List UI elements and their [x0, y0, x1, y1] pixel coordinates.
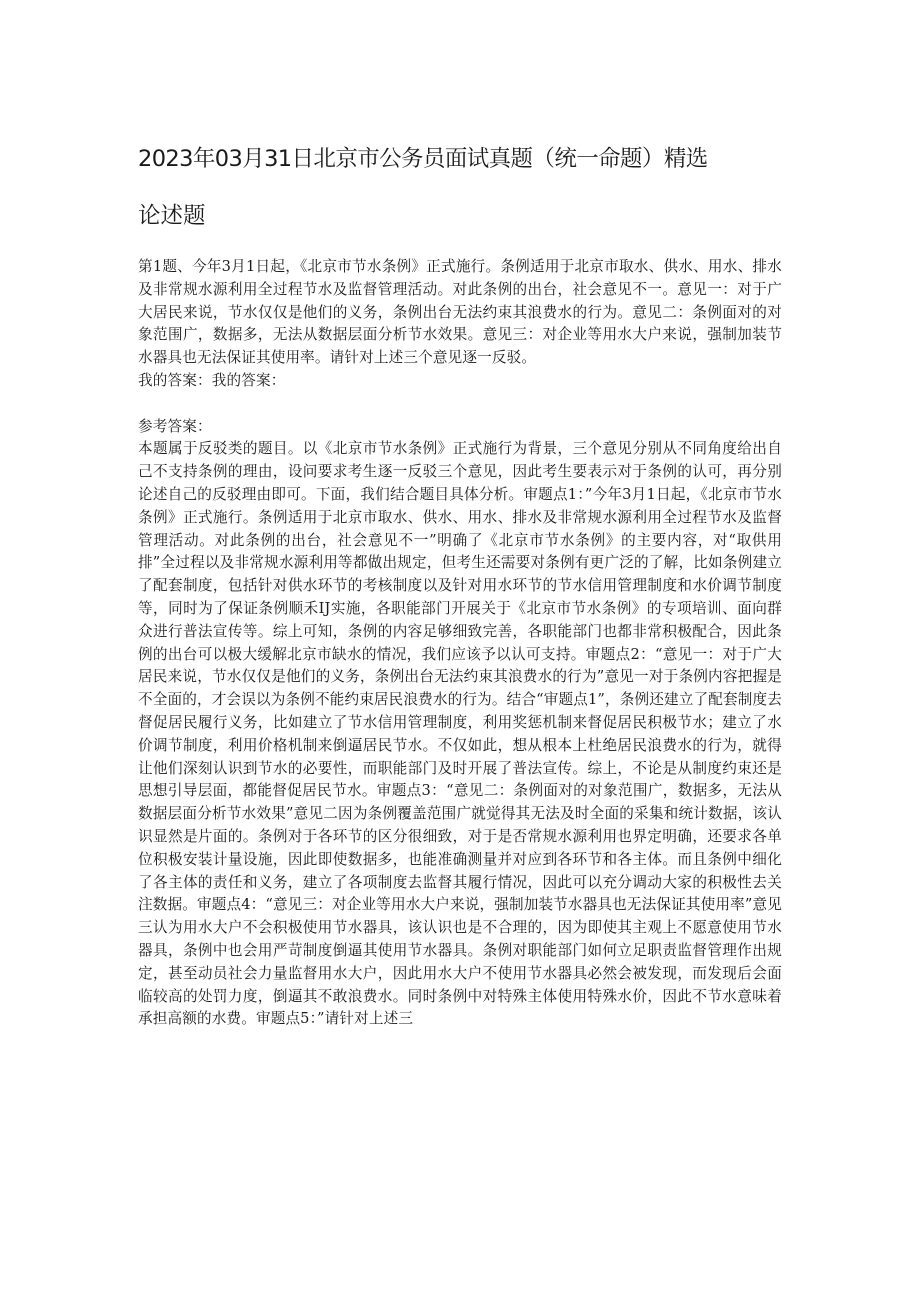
reference-answer-label: 参考答案： — [138, 417, 212, 435]
question-text: 第1题、今年3月1日起，《北京市节水条例》正式施行。条例适用于北京市取水、供水、用水、排水及非常规水源利用全过程节水及监督管理活动。对此条例的出台，社会意见不一。意见一：对于广大居民来说，节水仅仅是他们的义务，条例出台无法约束其浪费水的行为。意见二：条例面对的对象范围广，数据多，无法从数据层面分析节水效果。意见三：对企业等用水大户来说，强制加装节水器具也无法保证其使用率。请针对上述三个意见逐一反驳。 — [138, 258, 782, 367]
section-heading: 论述题 — [138, 203, 206, 229]
document-body — [138, 256, 782, 1031]
blank-line — [138, 393, 782, 416]
my-answer-text: 我的答案：我的答案： — [138, 371, 286, 389]
reference-answer-text: 本题属于反驳类的题目。以《北京市节水条例》正式施行为背景，三个意见分别从不同角度给出自己不支持条例的理由，设问要求考生逐一反驳三个意见，因此考生要表示对于条例的认可，再分别论述自己的反驳理由即可。下面，我们结合题目具体分析。审题点1：”今年3月1日起，《北京市节水条例》正式施行。条例适用于北京市取水、供水、用水、排水及非常规水源利用全过程节水及监督管理活动。对此条例的出台，社会意见不一”明确了《北京市节水条例》的主要内容，对“取供用排”全过程以及非常规水源利用等都做出规定，但考生还需要对条例有更广泛的了解，比如条例建立了配套制度，包括针对供水环节的考核制度以及针对用水环节的节水信用管理制度和水价调节制度等，同时为了保证条例顺禾IJ实施，各职能部门开展关于《北京市节水条例》的专项培训、面向群众进行普法宣传等。综上可知，条例的内容足够细致完善，各职能部门也都非常积极配合，因此条例的出台可以极大缓解北京市缺水的情况，我们应该予以认可支持。审题点2：“意见一：对于广大居民来说，节水仅仅是他们的义务，条例出台无法约束其浪费水的行为”意见一对于条例内容把握是不全面的，才会误以为条例不能约束居民浪费水的行为。结合“审题点1”，条例还建立了配套制度去督促居民履行义务，比如建立了节水信用管理制度，利用奖惩机制来督促居民积极节水；建立了水价调节制度，利用价格机制来倒逼居民节水。不仅如此，想从根本上杜绝居民浪费水的行为，就得让他们深刻认识到节水的必要性，而职能部门及时开展了普法宣传。综上，不论是从制度约束还是思想引导层面，都能督促居民节水。审题点3：“意见二：条例面对的对象范围广，数据多，无法从数据层面分析节水效果”意见二因为条例覆盖范围广就觉得其无法及时全面的采集和统计数据，该认识显然是片面的。条例对于各环节的区分很细致，对于是否常规水源利用也界定明确，还要求各单位积极安装计量设施，因此即使数据多，也能准确测量并对应到各环节和各主体。而且条例中细化了各主体的责任和义务，建立了各项制度去监督其履行情况，因此可以充分调动大家的积极性去关注数据。审题点4：“意见三：对企业等用水大户来说，强制加装节水器具也无法保证其使用率”意见三认为用水大户不会积极使用节水器具，该认识也是不合理的，因为即使其主观上不愿意使用节水器具，条例中也会用严苛制度倒逼其使用节水器具。条例对职能部门如何立足职责监督管理作出规定，甚至动员社会力量监督用水大户，因此用水大户不使用节水器具必然会被发现，而发现后会面临较高的处罚力度，倒逼其不敢浪费水。同时条例中对特殊主体使用特殊水价，因此不节水意味着承担高额的水费。审题点5：”请针对上述三 — [138, 440, 782, 1028]
document-title: 2023年03月31日北京市公务员面试真题（统一命题）精选 — [138, 146, 708, 172]
